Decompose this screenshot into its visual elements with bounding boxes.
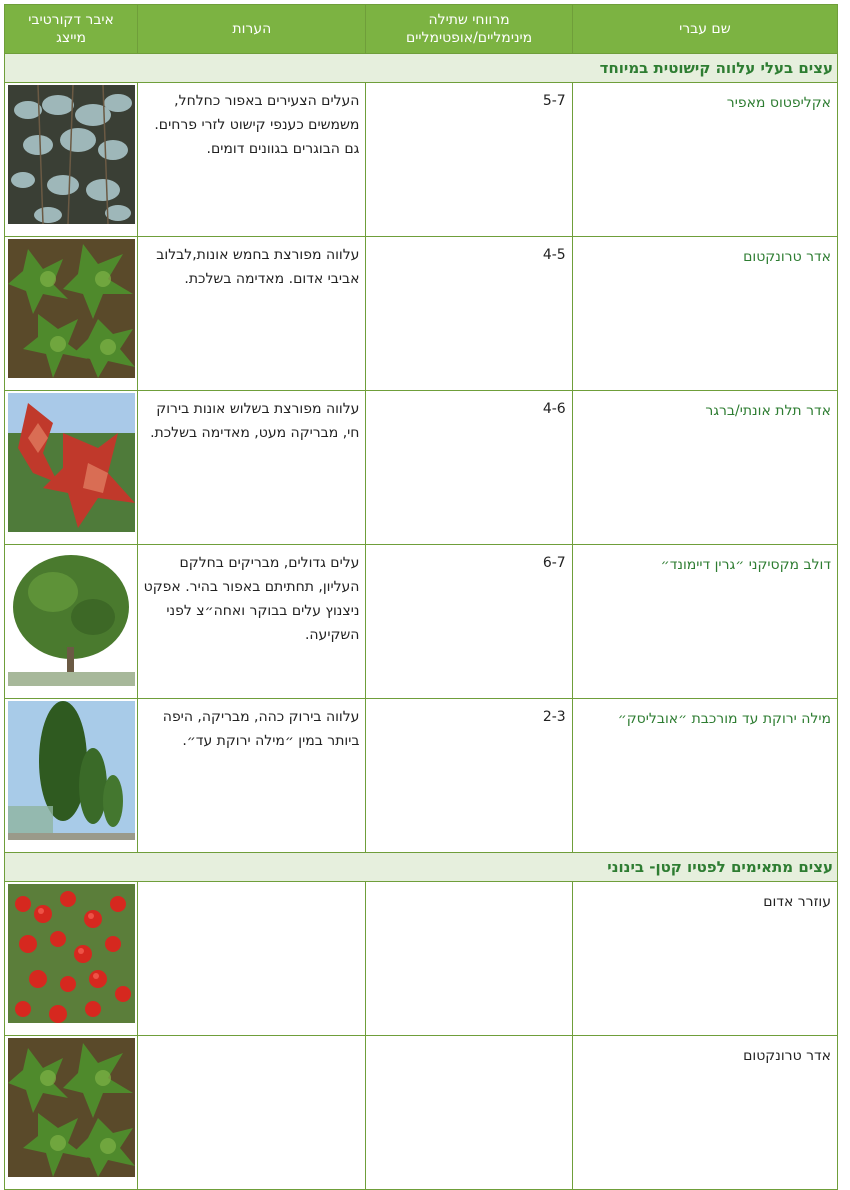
maple-leaves-image — [8, 239, 135, 378]
table-row — [5, 882, 838, 1036]
columnar-trees-image — [8, 701, 135, 840]
tree-image-cell — [5, 882, 138, 1036]
planting-spacing: 2-3 — [366, 699, 572, 853]
section-title: עצים בעלי עלווה קישוטית במיוחד — [5, 54, 838, 83]
planting-spacing: 5-7 — [366, 83, 572, 237]
section-row — [5, 853, 838, 882]
planting-spacing: 4-5 — [366, 237, 572, 391]
tree-notes: העלים הצעירים באפור כחלחל, משמשים כענפי קישוט לזרי פרחים. גם הבוגרים בגוונים דומים. — [138, 83, 366, 237]
tree-notes: עלווה מפורצת בשלוש אונות בירוק חי, מבריקה מעט, מאדימה בשלכת. — [138, 391, 366, 545]
tree-name: אקליפטוס מאפיר — [572, 83, 837, 237]
tree-notes: עלווה בירוק כהה, מבריקה, היפה ביותר במין ״מילה ירוקת עד״. — [138, 699, 366, 853]
header-spacing: מרווחי שתילה מינימליים/אופטימליים — [366, 5, 572, 54]
table-row — [5, 391, 838, 545]
red-berries-image — [8, 884, 135, 1023]
table-row — [5, 237, 838, 391]
tree-image-cell — [5, 391, 138, 545]
tree-image-cell — [5, 83, 138, 237]
maple-leaves-image — [8, 1038, 135, 1177]
tree-name: אדר תלת אונתי/ברגר — [572, 391, 837, 545]
table-row — [5, 699, 838, 853]
tree-notes: עלווה מפורצת בחמש אונות,לבלוב אביבי אדום. מאדימה בשלכת. — [138, 237, 366, 391]
table-row — [5, 545, 838, 699]
tree-image-cell — [5, 699, 138, 853]
red-maple-leaves-image — [8, 393, 135, 532]
plant-table — [4, 4, 838, 1190]
section-title: עצים מתאימים לפטיו קטן- בינוני — [5, 853, 838, 882]
tree-name: דולב מקסיקני ״גרין דיימונד״ — [572, 545, 837, 699]
section-row — [5, 54, 838, 83]
tree-image-cell — [5, 237, 138, 391]
tree-image-cell — [5, 1036, 138, 1190]
plane-tree-image — [8, 547, 135, 686]
planting-spacing: 6-7 — [366, 545, 572, 699]
header-notes: הערות — [138, 5, 366, 54]
planting-spacing: 4-6 — [366, 391, 572, 545]
table-header-row — [5, 5, 838, 54]
header-image: איבר דקורטיבי מייצג — [5, 5, 138, 54]
tree-name: עוזרר אדום — [572, 882, 837, 1036]
tree-notes — [138, 882, 366, 1036]
header-name: שם עברי — [572, 5, 837, 54]
table-row — [5, 1036, 838, 1190]
tree-image-cell — [5, 545, 138, 699]
eucalyptus-foliage-image — [8, 85, 135, 224]
tree-name: אדר טרונקטום — [572, 237, 837, 391]
tree-name: אדר טרונקטום — [572, 1036, 837, 1190]
tree-notes: עלים גדולים, מבריקים בחלקם העליון, תחתיתם באפור בהיר. אפקט ניצנוץ עלים בבוקר ואחה״צ לפני השקיעה. — [138, 545, 366, 699]
planting-spacing — [366, 1036, 572, 1190]
tree-name: מילה ירוקת עד מורכבת ״אובליסק״ — [572, 699, 837, 853]
plant-table-wrapper — [4, 4, 838, 1190]
table-row — [5, 83, 838, 237]
planting-spacing — [366, 882, 572, 1036]
tree-notes — [138, 1036, 366, 1190]
